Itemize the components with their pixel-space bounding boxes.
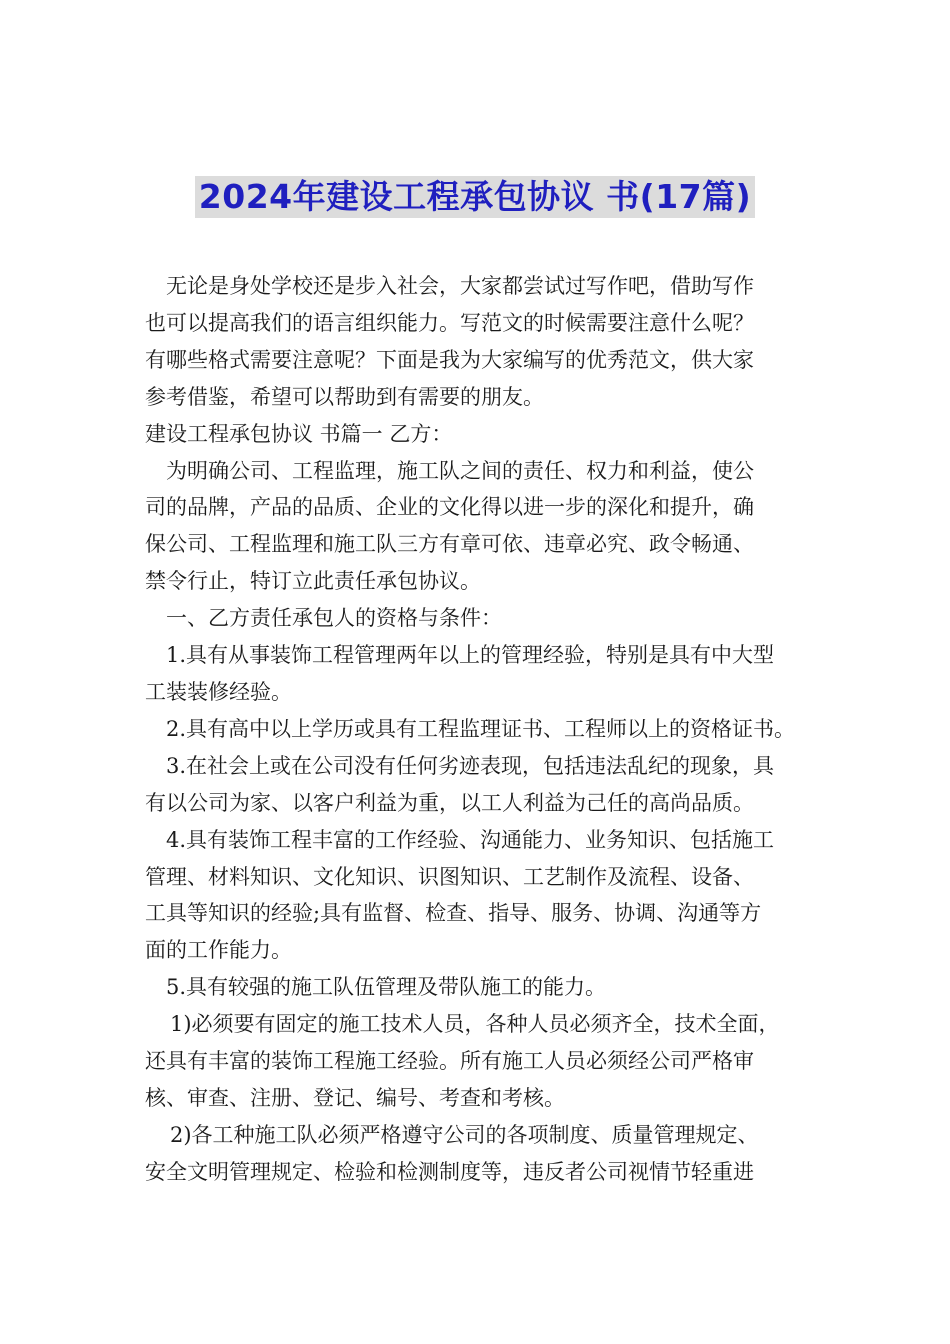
text-line: 禁令行止，特订立此责任承包协议。 <box>145 569 481 594</box>
text-line: 建设工程承包协议 书篇一 乙方： <box>145 421 453 446</box>
text-line: 有哪些格式需要注意呢？下面是我为大家编写的优秀范文，供大家 <box>145 347 754 372</box>
text-line: 管理、材料知识、文化知识、识图知识、工艺制作及流程、设备、 <box>145 864 754 889</box>
title-container <box>0 176 950 218</box>
text-line: 1.具有从事装饰工程管理两年以上的管理经验，特别是具有中大型 <box>166 643 775 668</box>
text-line: 安全文明管理规定、检验和检测制度等，违反者公司视情节轻重进 <box>145 1159 754 1184</box>
text-line: 无论是身处学校还是步入社会，大家都尝试过写作吧，借助写作 <box>166 274 754 298</box>
text-line: 参考借鉴，希望可以帮助到有需要的朋友。 <box>145 384 544 409</box>
text-line: 工装装修经验。 <box>145 679 292 704</box>
text-line: 1)必须要有固定的施工技术人员，各种人员必须齐全，技术全面， <box>170 1012 780 1037</box>
text-line: 还具有丰富的装饰工程施工经验。所有施工人员必须经公司严格审 <box>145 1049 754 1074</box>
text-line: 司的品牌，产品的品质、企业的文化得以进一步的深化和提升，确 <box>145 495 754 520</box>
text-line: 一、乙方责任承包人的资格与条件： <box>166 606 502 631</box>
text-line: 也可以提高我们的语言组织能力。写范文的时候需要注意什么呢？ <box>145 310 754 335</box>
text-line: 5.具有较强的施工队伍管理及带队施工的能力。 <box>166 975 607 1000</box>
text-line: 为明确公司、工程监理，施工队之间的责任、权力和利益，使公 <box>166 458 754 483</box>
text-line: 3.在社会上或在公司没有任何劣迹表现，包括违法乱纪的现象，具 <box>166 753 775 778</box>
text-line: 核、审查、注册、登记、编号、考查和考核。 <box>145 1085 565 1110</box>
text-line: 工具等知识的经验;具有监督、检查、指导、服务、协调、沟通等方 <box>145 901 762 926</box>
document-body <box>145 268 815 1191</box>
text-line: 面的工作能力。 <box>145 938 292 963</box>
text-line: 有以公司为家、以客户利益为重，以工人利益为己任的高尚品质。 <box>145 790 754 815</box>
text-line: 4.具有装饰工程丰富的工作经验、沟通能力、业务知识、包括施工 <box>166 827 775 852</box>
text-line: 2.具有高中以上学历或具有工程监理证书、工程师以上的资格证书。 <box>166 716 796 741</box>
document-title: 2024年建设工程承包协议 书(17篇) <box>195 176 755 218</box>
text-line: 保公司、工程监理和施工队三方有章可依、违章必究、政令畅通、 <box>145 532 754 557</box>
text-line: 2)各工种施工队必须严格遵守公司的各项制度、质量管理规定、 <box>170 1122 759 1147</box>
